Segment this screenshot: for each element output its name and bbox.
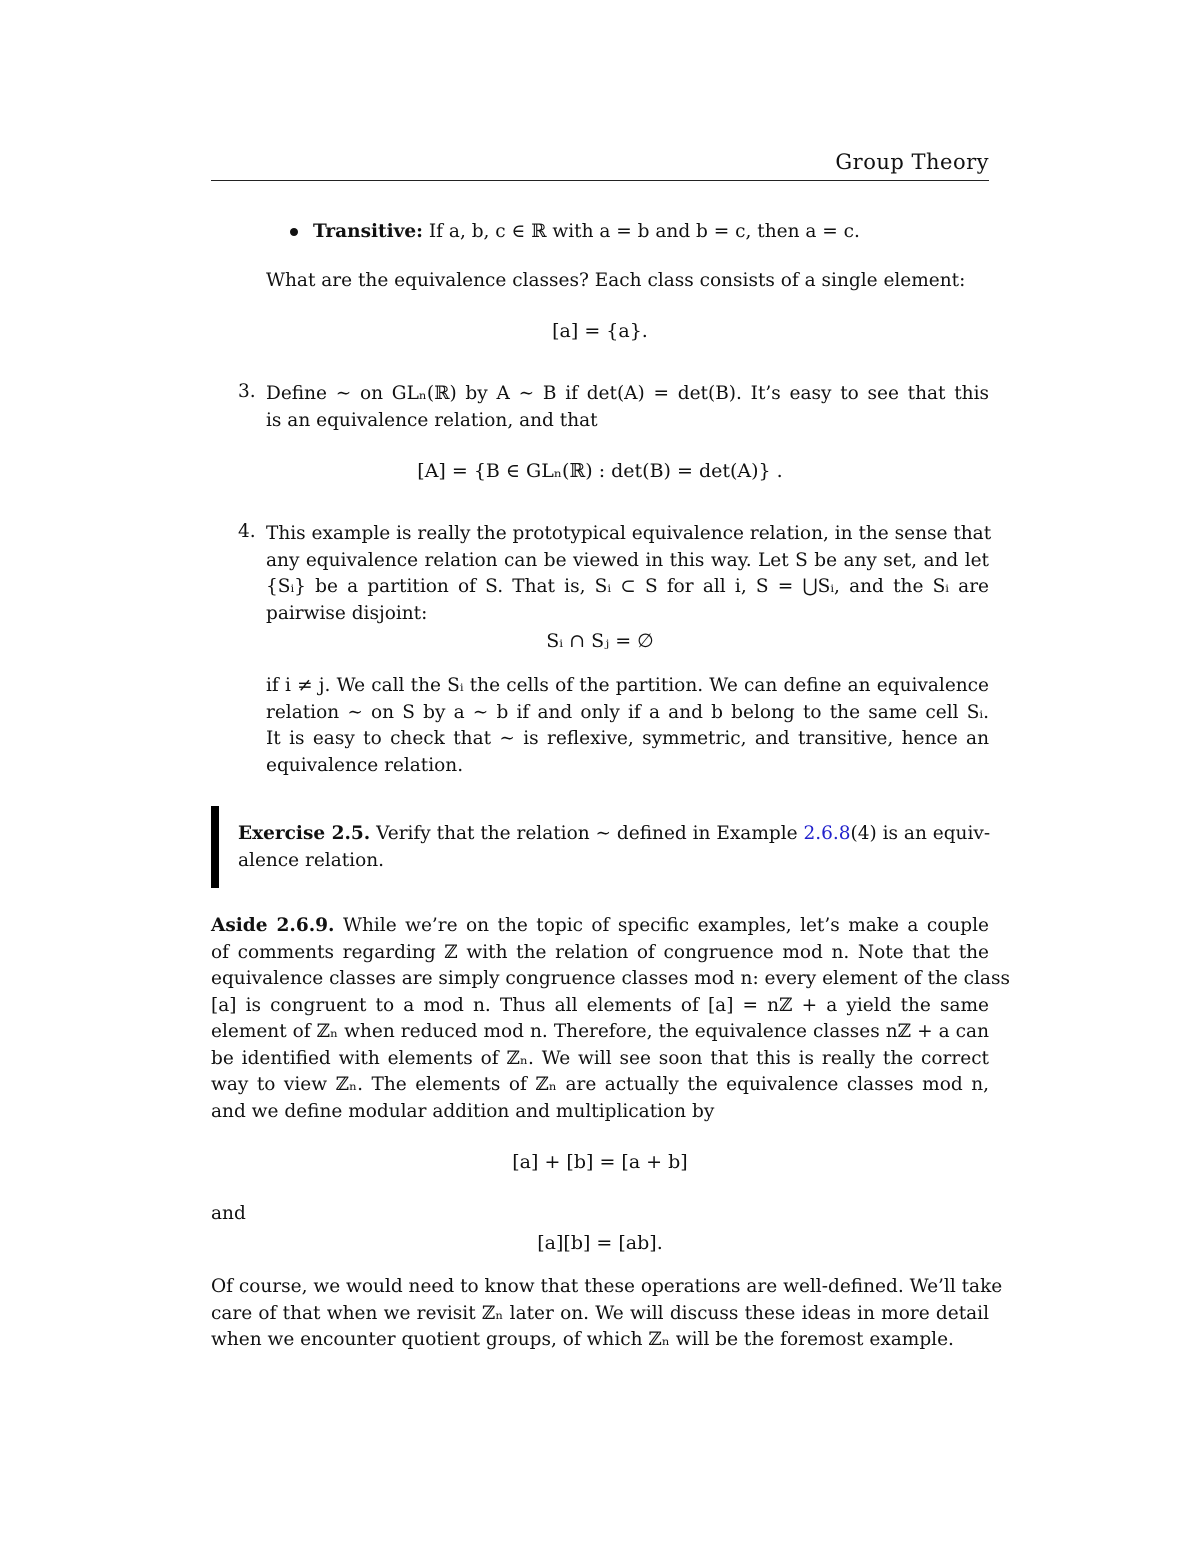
item-4b-line: It is easy to check that ∼ is reflexive, symmetric, and transitive, hence an: [266, 728, 989, 749]
item-4-line: This example is really the prototypical equivalence relation, in the sense that: [266, 523, 992, 544]
equation-5: [a][b] = [ab].: [537, 1232, 663, 1254]
aside-line: equivalence classes are simply congruence classes mod n: every element of the class: [211, 968, 1010, 989]
aside-line: way to view ℤₙ. The elements of ℤₙ are actually the equivalence classes mod n,: [211, 1074, 989, 1095]
item-4-line: any equivalence relation can be viewed in this way. Let S be any set, and let: [266, 549, 989, 571]
bullet-label: Transitive:: [313, 221, 423, 242]
exercise-block: [238, 821, 989, 874]
equation-3: Sᵢ ∩ Sⱼ = ∅: [546, 630, 654, 652]
item-3-text: [266, 381, 989, 434]
and-word: and: [211, 1203, 246, 1224]
item-3-line: is an equivalence relation, and that: [266, 409, 598, 431]
bullet-transitive: [313, 219, 993, 246]
aside-line: and we define modular addition and multiplication by: [211, 1100, 715, 1122]
equation-2: [A] = {B ∈ GLₙ(ℝ) : det(B) = det(A)} .: [417, 460, 783, 482]
item-4b-line: relation ∼ on S by a ∼ b if and only if a and b belong to the same cell Sᵢ.: [266, 701, 989, 723]
equation-1: [a] = {a}.: [552, 320, 648, 342]
aside-line: of comments regarding ℤ with the relation of congruence mod n. Note that the: [211, 941, 989, 963]
aside-label: Aside 2.6.9.: [211, 915, 335, 936]
paragraph-classes: What are the equivalence classes? Each class consists of a single element:: [266, 270, 966, 291]
running-header: [211, 150, 989, 181]
item-4-continuation: [266, 673, 989, 779]
exercise-text-before: Verify that the relation ∼ defined in Example: [376, 823, 798, 844]
closing-line: when we encounter quotient groups, of which ℤₙ will be the foremost example.: [211, 1329, 954, 1350]
bullet-text: If a, b, c ∈ ℝ with a = b and b = c, then a = c.: [428, 221, 860, 242]
exercise-line-2: alence relation.: [238, 849, 385, 871]
aside-line: [a] is congruent to a mod n. Thus all elements of [a] = nℤ + a yield the same: [211, 994, 989, 1016]
item-4b-line: equivalence relation.: [266, 754, 464, 776]
item-4-line: {Sᵢ} be a partition of S. That is, Sᵢ ⊂ S for all i, S = ⋃Sᵢ, and the Sᵢ are: [266, 576, 989, 597]
closing-line: Of course, we would need to know that these operations are well-defined. We’ll take: [211, 1276, 1003, 1297]
aside-line: element of ℤₙ when reduced mod n. Therefore, the equivalence classes nℤ + a can: [211, 1021, 989, 1042]
header-title: Group Theory: [835, 150, 989, 174]
exercise-bar: [211, 806, 219, 888]
equation-4: [a] + [b] = [a + b]: [512, 1151, 688, 1173]
exercise-reference-link[interactable]: 2.6.8: [803, 823, 851, 844]
item-3-line: Define ∼ on GLₙ(ℝ) by A ∼ B if det(A) = det(B). It’s easy to see that this: [266, 383, 989, 404]
aside-line: While we’re on the topic of specific examples, let’s make a couple: [342, 915, 989, 936]
closing-line: care of that when we revisit ℤₙ later on. We will discuss these ideas in more detail: [211, 1302, 989, 1324]
aside-line: be identified with elements of ℤₙ. We will see soon that this is really the correct: [211, 1047, 989, 1069]
item-3-number: 3.: [238, 381, 256, 402]
closing-paragraph: [211, 1274, 1003, 1354]
bullet-icon: [290, 228, 298, 236]
item-4b-line: if i ≠ j. We call the Sᵢ the cells of the partition. We can define an equivalence: [266, 675, 989, 696]
exercise-label: Exercise 2.5.: [238, 823, 371, 844]
aside-block: [211, 913, 1010, 1125]
exercise-text-after: (4) is an equiv-: [850, 823, 991, 844]
item-4-text: [266, 521, 992, 627]
item-4-line: pairwise disjoint:: [266, 602, 428, 624]
item-4-number: 4.: [238, 521, 256, 542]
